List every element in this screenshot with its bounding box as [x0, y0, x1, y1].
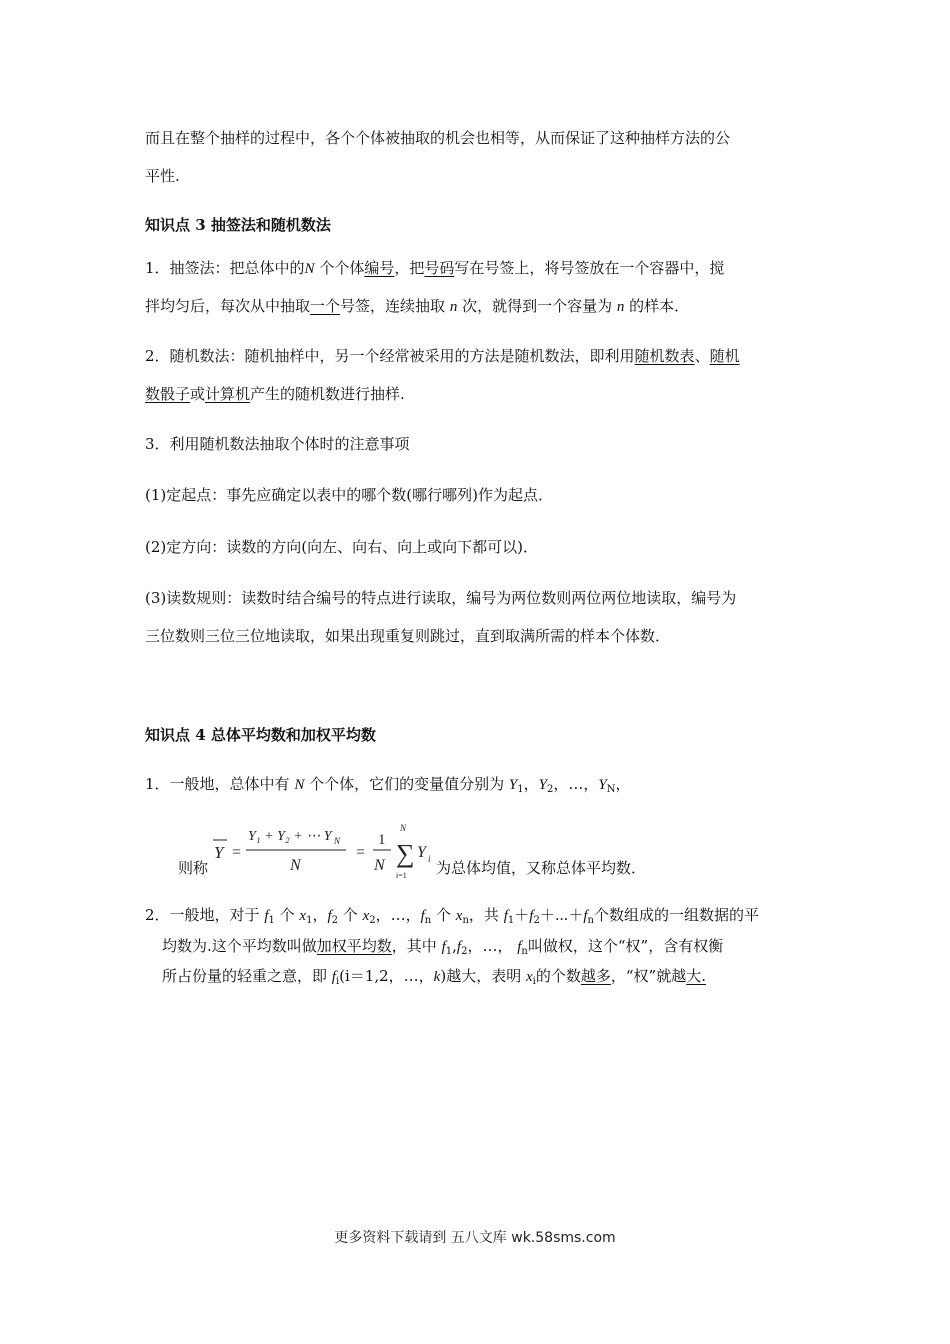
kp3-sub3-line2: 三位数则三位三位地读取，如果出现重复则跳过，直到取满所需的样本个体数．: [145, 627, 671, 645]
kp3-item1-line1: 1．抽签法：把总体中的N 个个体编号，把号码写在号签上，将号签放在一个容器中，搅: [145, 259, 725, 277]
kp3-sub2: (2)定方向：读数的方向(向左、向右、向上或向下都可以)．: [145, 538, 538, 556]
formula-lhs: Y: [214, 843, 224, 862]
sum-upper-limit: N: [400, 823, 407, 833]
formula-denominator-2: N: [374, 857, 385, 874]
kp3-sub1: (1)定起点：事先应确定以表中的哪个数(哪行哪列)作为起点．: [145, 486, 553, 504]
formula-equals-2: =: [356, 844, 366, 861]
kp4-item2-line2: 均数为.这个平均数叫做加权平均数，其中 $f_1,f_2$，…， $f_n$叫做权，这个“权”，含有权衡: [162, 937, 724, 957]
kp3-sub3-line1: (3)读数规则：读数时结合编号的特点进行读取，编号为两位数则两位两位地读取，编号为: [145, 589, 737, 607]
footer-link-text[interactable]: 更多资料下载请到 五八文库 wk.58sms.com: [334, 1230, 616, 1246]
kp4-item2-line1: 2．一般地，对于 $f_1$ 个 $x_1$，$f_2$ 个 $x_2$，…，$f_n$ 个 $x_n$，共 $f_1+f_2+\cdots+f_n$个数组成的一组数据的平: [145, 906, 759, 926]
formula-y: Y: [417, 844, 426, 861]
kp3-item2-line1: 2．随机数法：随机抽样中，另一个经常被采用的方法是随机数法，即利用随机数表、随机: [145, 347, 740, 365]
formula-one: 1: [378, 832, 386, 848]
sum-lower-limit: i=1: [396, 871, 407, 880]
kp4-item2-line3: 所占份量的轻重之意，即 $f_i(i=1,2$，…，k)越大，表明 $x_i$的个数越多，“权”就越大.: [162, 967, 706, 987]
kp4-item1: 1．一般地，总体中有 N 个个体，它们的变量值分别为 $Y_1$，$Y_2$，…，$Y_N$，: [145, 775, 631, 795]
formula-y-sub: i: [428, 854, 431, 864]
kp3-item1-line2: 拌均匀后，每次从中抽取一个号签，连续抽取 n 次，就得到一个容量为 n 的样本．: [145, 297, 690, 315]
formula-numerator: Y₁ + Y₂ + ⋯ Y: [248, 829, 332, 844]
paragraph-line: 平性.: [145, 167, 180, 185]
formula-numerator-sub: N: [334, 836, 341, 846]
formula-denominator: N: [290, 857, 301, 874]
section-heading-3: 知识点 3 抽签法和随机数法: [145, 216, 331, 234]
paragraph-line: 而且在整个抽样的过程中，各个个体被抽取的机会也相等，从而保证了这种抽样方法的公: [145, 129, 731, 147]
kp3-item2-line2: 数骰子或计算机产生的随机数进行抽样.: [145, 385, 405, 403]
sigma-symbol: ∑: [396, 839, 415, 868]
formula-prefix: 则称: [178, 859, 209, 877]
kp3-item3: 3．利用随机数法抽取个体时的注意事项: [145, 435, 410, 453]
formula-equals: =: [232, 844, 242, 861]
formula-suffix: 为总体均值，又称总体平均数．: [436, 859, 647, 877]
population-mean-formula: [210, 820, 440, 882]
section-heading-4: 知识点 4 总体平均数和加权平均数: [145, 726, 376, 744]
